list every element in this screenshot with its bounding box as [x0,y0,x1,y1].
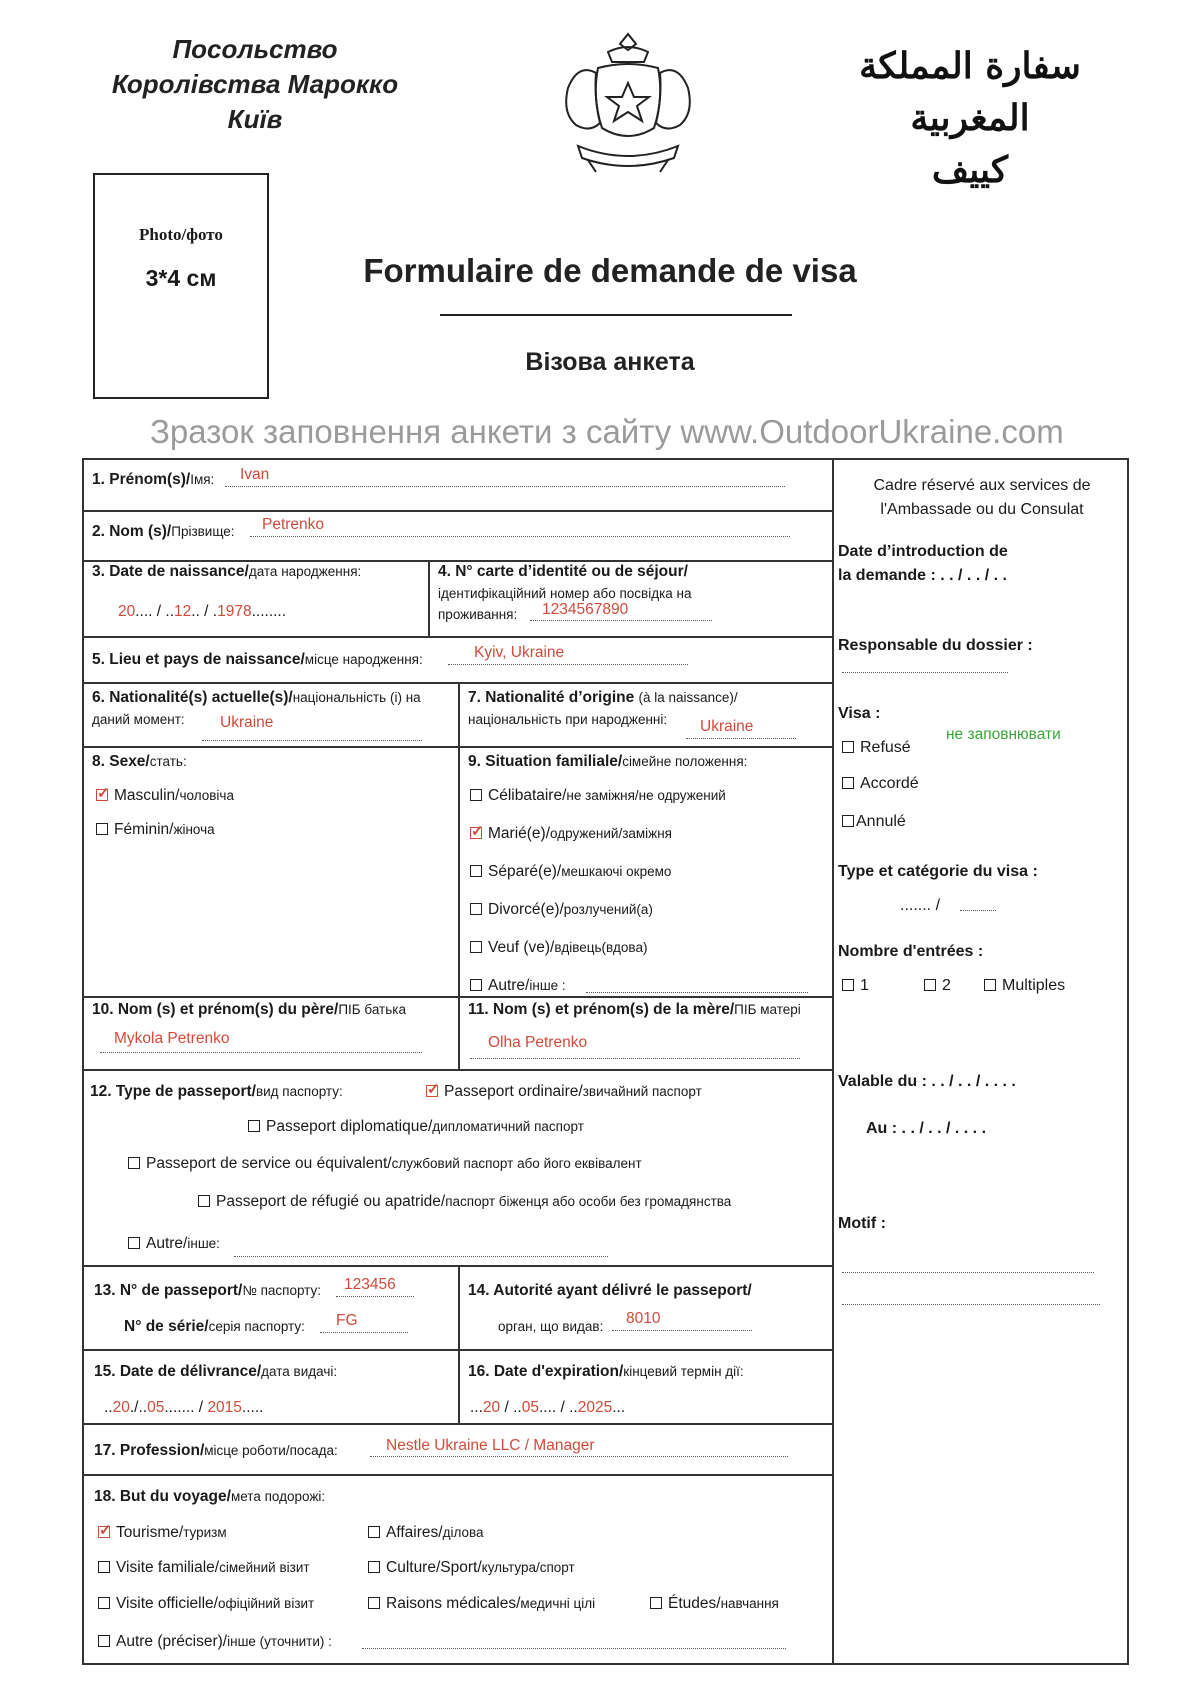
moroccan-coat-of-arms-emblem [548,28,708,178]
passport-other-checkbox[interactable] [128,1237,140,1249]
visa-cancelled-option[interactable]: Annulé [842,810,906,834]
field-1-line [225,486,785,487]
passport-diplomatic-checkbox[interactable] [248,1120,260,1132]
field-14-label-ua: орган, що видав: [498,1319,604,1334]
purpose-official-option[interactable]: Visite officielle/офіційний візит [98,1594,314,1613]
marital-other-checkbox[interactable] [470,979,482,991]
photo-label: Photo/фото [139,225,223,244]
purpose-family-checkbox[interactable] [98,1561,110,1573]
field-16-date: ...20 / ..05.... / ..2025... [470,1399,626,1416]
row-divider [82,1474,833,1476]
passport-diplomatic-option[interactable]: Passeport diplomatique/дипломатичний паспорт [248,1117,584,1136]
field-12-label: 12. Type de passeport/вид паспорту: [90,1083,343,1100]
field-10-label: 10. Nom (s) et prénom(s) du père/ПІБ батька [92,1001,406,1018]
motif-line-1 [842,1272,1094,1273]
embassy-ua-line2: Королівства Марокко [111,69,399,99]
entries-1-checkbox[interactable] [842,979,854,991]
visa-granted-option[interactable]: Accordé [842,772,919,796]
field-1-label: 1. Prénom(s)/Імя: [92,471,215,488]
do-not-fill-note: не заповнювати [946,726,1061,743]
marital-widowed-checkbox[interactable] [470,941,482,953]
field-6-label-ua2: даний момент: [92,712,185,727]
field-3-label: 3. Date de naissance/дата народження: [92,563,362,580]
intro-line2: la demande : . . / . . / . . [838,567,1007,584]
embassy-name-ukrainian [110,32,400,137]
responsable-line [842,672,1008,673]
field-5-line [448,664,688,665]
photo-box [93,173,269,399]
purpose-other-line [362,1648,786,1649]
birth-day[interactable]: 20 [118,603,136,620]
entries-multiple-checkbox[interactable] [984,979,996,991]
field-17-value[interactable]: Nestle Ukraine LLC / Manager [386,1437,595,1454]
sex-female-checkbox[interactable] [96,823,108,835]
field-10-line [100,1052,422,1053]
field-13b-label: N° de série/серія паспорту: [124,1318,305,1335]
motif-line-2 [842,1304,1100,1305]
field-4-value[interactable]: 1234567890 [542,601,629,618]
sidebar-divider [832,458,834,1664]
col-divider [458,1265,460,1423]
reserved-line2: l'Ambassade ou du Consulat [880,501,1084,518]
embassy-name-arabic [820,40,1120,196]
visa-refused-option[interactable]: Refusé [842,736,911,760]
purpose-official-checkbox[interactable] [98,1597,110,1609]
purpose-culture-checkbox[interactable] [368,1561,380,1573]
form-subtitle: Візова анкета [525,348,695,376]
visa-type-line [960,910,996,911]
row-divider [82,636,833,638]
field-14-label: 14. Autorité ayant délivré le passeport/ [468,1282,752,1299]
field-14-value[interactable]: 8010 [626,1310,661,1327]
marital-divorced-option[interactable]: Divorcé(e)/розлучений(а) [470,900,653,919]
entries-multiple-option[interactable]: Multiples [984,974,1065,998]
embassy-ar-line1: سفارة المملكة المغربية [859,45,1081,139]
field-7-label-ua: національність при народженні: [468,712,668,727]
purpose-tourism-checkbox[interactable] [98,1526,110,1538]
embassy-ua-line1: Посольство [172,34,338,64]
field-13-line [336,1296,414,1297]
marital-divorced-checkbox[interactable] [470,903,482,915]
marital-single-option[interactable]: Célibataire/не заміжня/не одружений [470,786,726,805]
visa-cancelled-checkbox[interactable] [842,815,854,827]
marital-widowed-option[interactable]: Veuf (ve)/вдівець(вдова) [470,938,647,957]
field-13-label: 13. N° de passeport/№ паспорту: [94,1282,322,1299]
visa-label: Visa : [838,705,881,722]
valid-from: Valable du : . . / . . / . . . . [838,1073,1016,1090]
field-2-label: 2. Nom (s)/Прізвище: [92,523,235,540]
watermark: Зразок заповнення анкети з сайту www.OutdoorUkraine.com [150,413,1064,450]
issue-month[interactable]: 05 [147,1399,165,1416]
field-6-label: 6. Nationalité(s) actuelle(s)/національність (і) на [92,689,421,706]
visa-type-blank: ....... / [900,897,941,914]
field-17-line [370,1456,788,1457]
visa-type-label: Type et catégorie du visa : [838,863,1038,880]
field-4-line [530,620,712,621]
field-16-label: 16. Date d'expiration/кінцевий термін дії: [468,1363,744,1380]
field-11-line [470,1058,800,1059]
passport-service-checkbox[interactable] [128,1157,140,1169]
intro-date [838,540,1008,588]
field-14-line [612,1330,752,1331]
field-18-label: 18. But du voyage/мета подорожі: [94,1488,326,1505]
entries-2-checkbox[interactable] [924,979,936,991]
expiry-year[interactable]: 2025 [577,1399,613,1416]
passport-other-line [234,1256,608,1257]
field-6-value[interactable]: Ukraine [220,714,274,731]
purpose-studies-checkbox[interactable] [650,1597,662,1609]
field-8-label: 8. Sexe/стать: [92,753,187,770]
row-divider [82,510,833,512]
form-title: Formulaire de demande de visa [363,252,857,289]
issue-year[interactable]: 2015 [207,1399,242,1416]
field-13-value[interactable]: 123456 [344,1276,396,1293]
field-7-label: 7. Nationalité d’origine (à la naissance)/ [468,689,738,706]
field-11-value[interactable]: Olha Petrenko [488,1034,588,1051]
sex-female-option[interactable]: Féminin/жіноча [96,820,215,839]
visa-refused-checkbox[interactable] [842,741,854,753]
passport-refugee-checkbox[interactable] [198,1195,210,1207]
motif-label: Motif : [838,1215,886,1232]
row-divider [82,1423,833,1425]
field-4-label-ua2: проживання: [438,607,518,622]
field-5-label: 5. Lieu et pays de naissance/місце народження: [92,651,423,668]
purpose-medical-checkbox[interactable] [368,1597,380,1609]
purpose-tourism-option[interactable]: ✓Tourisme/туризм [98,1523,227,1542]
entries-1-option[interactable]: 1 [842,974,869,998]
marital-other-option[interactable]: Autre/інше : [470,976,566,995]
passport-other-option[interactable]: Autre/інше: [128,1234,220,1253]
field-4-label-ua1: ідентифікаційний номер або посвідка на [438,586,692,601]
valid-to: Au : . . / . . / . . . . [866,1120,987,1137]
field-7-line [686,738,796,739]
passport-ordinary-option[interactable]: ✓ Passeport ordinaire/звичайний паспорт [426,1082,702,1101]
sex-male-checkbox[interactable] [96,789,108,801]
reserved-line1: Cadre réservé aux services de [873,477,1091,494]
visa-granted-checkbox[interactable] [842,777,854,789]
expiry-day[interactable]: 20 [482,1399,501,1416]
marital-other-line [586,992,808,993]
entries-2-option[interactable]: 2 [924,974,951,998]
purpose-other-checkbox[interactable] [98,1635,110,1647]
field-11-label: 11. Nom (s) et prénom(s) de la mère/ПІБ матері [468,1001,801,1018]
birth-month[interactable]: 12 [174,603,192,620]
responsable-label: Responsable du dossier : [838,637,1033,654]
field-2-line [250,536,790,537]
field-9-label: 9. Situation familiale/сімейне положення: [468,753,748,770]
marital-single-checkbox[interactable] [470,789,482,801]
field-6-line [202,740,422,741]
marital-separated-checkbox[interactable] [470,865,482,877]
col-divider [458,682,460,1069]
sex-male-option[interactable]: ✓Masculin/чоловіча [96,786,234,805]
field-13b-line [320,1332,408,1333]
field-15-label: 15. Date de délivrance/дата видачі: [94,1363,338,1380]
field-17-label: 17. Profession/місце роботи/посада: [94,1442,338,1459]
field-5-value[interactable]: Kyiv, Ukraine [474,644,565,661]
photo-size: 3*4 см [145,265,217,291]
purpose-other-option[interactable]: Autre (préciser)/інше (уточнити) : [98,1632,332,1651]
field-3-date: 20.... / ..12.. / .1978........ [118,603,287,620]
birth-year[interactable]: 1978 [217,603,252,620]
reserved-box-heading [842,474,1122,522]
row-divider [82,1069,833,1071]
title-divider [440,314,792,316]
embassy-ar-line2: كييف [931,149,1009,191]
field-15-date: ..20./..05....... / 2015..... [104,1399,264,1416]
expiry-month[interactable]: 05 [521,1399,539,1416]
embassy-ua-line3: Київ [227,104,283,134]
field-7-value[interactable]: Ukraine [700,718,754,735]
passport-service-option[interactable]: Passeport de service ou équivalent/службовий паспорт або його еквівалент [128,1154,642,1173]
intro-line1: Date d’introduction de [838,543,1008,560]
field-1-value[interactable]: Ivan [240,466,270,483]
purpose-business-checkbox[interactable] [368,1526,380,1538]
purpose-studies-option[interactable]: Études/навчання [650,1594,779,1613]
col-divider [428,560,430,636]
purpose-business-option[interactable]: Affaires/ділова [368,1523,484,1542]
passport-refugee-option[interactable]: Passeport de réfugié ou apatride/паспорт біженця або особи без громадянства [198,1192,731,1211]
entries-label: Nombre d'entrées : [838,943,984,960]
field-10-value[interactable]: Mykola Petrenko [114,1030,230,1047]
field-4-label: 4. N° carte d’identité ou de séjour/ [438,563,688,580]
purpose-medical-option[interactable]: Raisons médicales/медичні цілі [368,1594,595,1613]
issue-day[interactable]: 20 [112,1399,130,1416]
purpose-culture-option[interactable]: Culture/Sport/культура/спорт [368,1558,575,1577]
field-13b-value[interactable]: FG [336,1312,358,1329]
marital-married-checkbox[interactable] [470,827,482,839]
field-2-value[interactable]: Petrenko [262,516,325,533]
marital-married-option[interactable]: ✓Marié(e)/одружений/заміжня [470,824,672,843]
purpose-family-option[interactable]: Visite familiale/сімейний візит [98,1558,310,1577]
passport-ordinary-checkbox[interactable] [426,1085,438,1097]
marital-separated-option[interactable]: Séparé(e)/мешкаючі окремо [470,862,671,881]
